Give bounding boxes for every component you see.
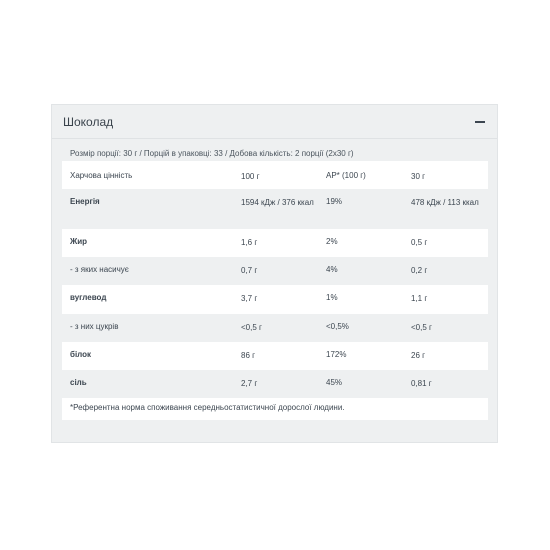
row-per100: 0,7 г [241,266,258,275]
row-per30: 1,1 г [411,294,428,303]
row-ri: 45% [326,378,343,387]
header-per30: 30 г [411,172,426,181]
table-row [62,257,488,285]
row-per100: 86 г [241,351,256,360]
panel-header[interactable] [52,105,497,139]
row-per30: 0,2 г [411,266,428,275]
row-name: сіль [70,378,87,387]
row-name: - з яких насичує [70,265,129,274]
row-per100: <0,5 г [241,323,262,332]
nutrition-table [62,161,488,420]
row-per30: 478 кДж / 113 ккал [411,198,479,207]
row-ri: 172% [326,350,347,359]
row-per30: 26 г [411,351,426,360]
row-ri: 2% [326,237,338,246]
header-nutrition: Харчова цінність [70,171,133,180]
row-name: вуглевод [70,293,107,302]
footnote: *Референтна норма споживання середньостатистичної дорослої людини. [70,403,345,412]
row-per100: 3,7 г [241,294,258,303]
nutrition-panel [51,104,498,443]
table-header-row [62,161,488,189]
row-per30: 0,81 г [411,379,432,388]
table-row [62,229,488,257]
row-per100: 1594 кДж / 376 ккал [241,198,314,207]
footnote-row [62,398,488,420]
minus-icon[interactable] [475,117,485,127]
table-row [62,314,488,342]
row-ri: 19% [326,197,343,206]
header-per100: 100 г [241,172,260,181]
table-row [62,370,488,398]
header-ri: АР* (100 г) [326,171,366,180]
table-row [62,285,488,314]
row-per30: 0,5 г [411,238,428,247]
row-ri: 1% [326,293,338,302]
row-per100: 2,7 г [241,379,258,388]
row-name: білок [70,350,92,359]
row-name: Енергія [70,197,100,206]
row-name: - з них цукрів [70,322,119,331]
serving-info: Розмір порції: 30 г / Порцій в упаковці: 33 / Добова кількість: 2 порції (2х30 г) [70,149,354,158]
row-per30: <0,5 г [411,323,432,332]
table-row [62,189,488,229]
row-per100: 1,6 г [241,238,258,247]
table-row [62,342,488,370]
row-ri: <0,5% [326,322,349,331]
row-ri: 4% [326,265,338,274]
panel-title: Шоколад [63,114,114,129]
row-name: Жир [70,237,88,246]
